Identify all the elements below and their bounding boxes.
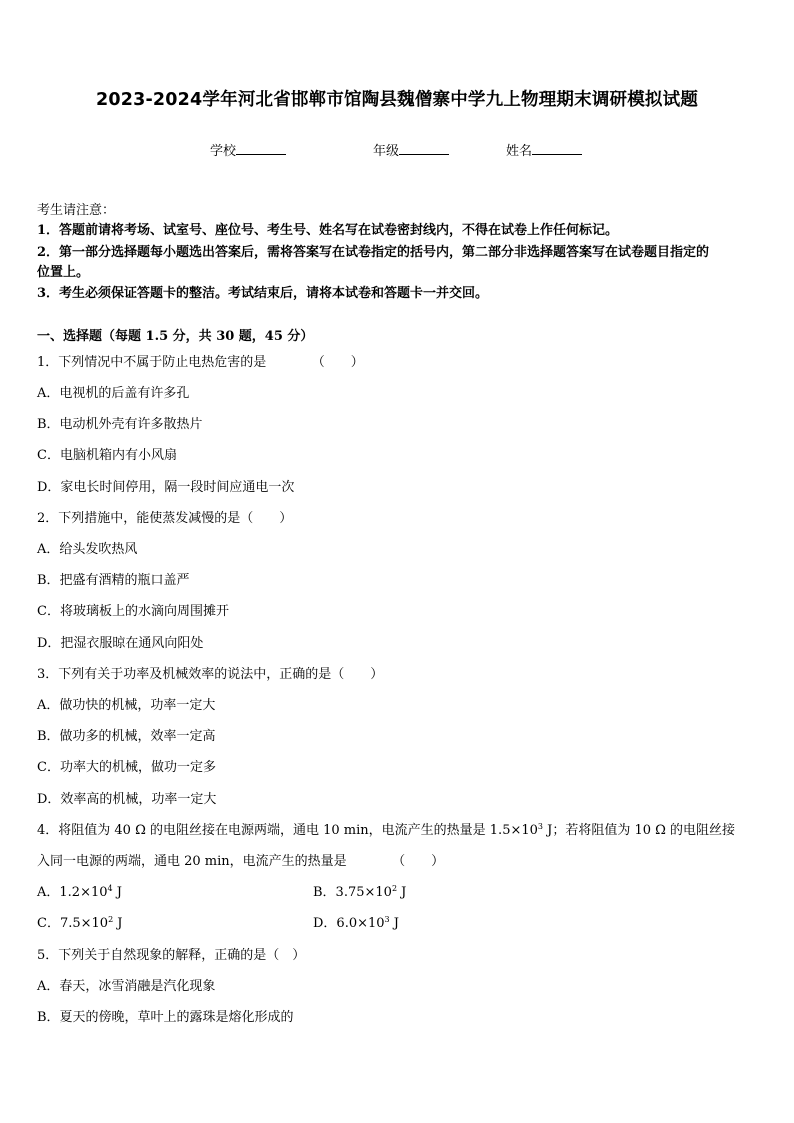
q3-option-a: A．做功快的机械，功率一定大 bbox=[37, 698, 216, 713]
exam-title: 2023-2024学年河北省邯郸市馆陶县魏僧寨中学九上物理期末调研模拟试题 bbox=[95, 90, 699, 110]
q3-option-b: B．做功多的机械，效率一定高 bbox=[37, 729, 216, 744]
q2-option-b: B．把盛有酒精的瓶口盖严 bbox=[37, 573, 190, 588]
section-heading: 一、选择题（每题 1.5 分，共 30 题，45 分） bbox=[37, 329, 314, 344]
q3-stem: 3．下列有关于功率及机械效率的说法中，正确的是（ ） bbox=[37, 667, 384, 682]
q4-b-unit: J bbox=[397, 885, 407, 900]
q4-stem1-tail: J；若将阻值为 10 Ω 的电阻丝接 bbox=[543, 823, 736, 838]
q2-option-a: A．给头发吹热风 bbox=[37, 542, 138, 557]
q4-c-exponent: 2 bbox=[108, 915, 114, 924]
q4-a-text: A．1.2×10 bbox=[37, 885, 108, 900]
q4-option-c bbox=[37, 916, 123, 932]
grade-field bbox=[373, 140, 449, 159]
q4-a-exponent: 4 bbox=[107, 884, 113, 893]
q4-d-exponent: 3 bbox=[384, 915, 390, 924]
q4-stem-line2: 入同一电源的两端，通电 20 min，电流产生的热量是 （ ） bbox=[37, 854, 445, 869]
q3-option-d: D．效率高的机械，功率一定大 bbox=[37, 792, 217, 807]
q4-stem-line1 bbox=[37, 823, 735, 839]
school-label: 学校 bbox=[210, 144, 237, 159]
school-blank bbox=[236, 142, 286, 155]
notice-heading: 考生请注意： bbox=[37, 203, 116, 218]
q5-stem: 5．下列关于自然现象的解释，正确的是（ ） bbox=[37, 948, 306, 963]
grade-label: 年级 bbox=[373, 144, 400, 159]
notice-item-1: 1．答题前请将考场、试室号、座位号、考生号、姓名写在试卷密封线内，不得在试卷上作任何标记。 bbox=[37, 223, 619, 238]
q1-option-b: B．电动机外壳有许多散热片 bbox=[37, 417, 203, 432]
school-field bbox=[210, 140, 286, 159]
q1-option-d: D．家电长时间停用，隔一段时间应通电一次 bbox=[37, 480, 295, 495]
q5-option-a: A．春天，冰雪消融是汽化现象 bbox=[37, 979, 216, 994]
grade-blank bbox=[399, 142, 449, 155]
q3-option-c: C．功率大的机械，做功一定多 bbox=[37, 760, 216, 775]
q4-a-unit: J bbox=[112, 885, 122, 900]
q4-c-unit: J bbox=[113, 916, 123, 931]
q4-option-d bbox=[313, 916, 399, 932]
notice-item-3: 3．考生必须保证答题卡的整洁。考试结束后，请将本试卷和答题卡一并交回。 bbox=[37, 286, 489, 301]
q4-b-text: B．3.75×10 bbox=[313, 885, 392, 900]
q4-d-unit: J bbox=[389, 916, 399, 931]
q4-d-text: D．6.0×10 bbox=[313, 916, 385, 931]
q4-b-exponent: 2 bbox=[391, 884, 398, 893]
notice-item-2-cont: 位置上。 bbox=[37, 265, 90, 280]
q4-stem1-exponent: 3 bbox=[537, 822, 543, 831]
q2-option-c: C．将玻璃板上的水滴向周围摊开 bbox=[37, 604, 229, 619]
name-label: 姓名 bbox=[506, 144, 533, 159]
q1-stem: 1．下列情况中不属于防止电热危害的是 （ ） bbox=[37, 355, 364, 370]
notice-item-2: 2．第一部分选择题每小题选出答案后，需将答案写在试卷指定的括号内，第二部分非选择题答案写在试卷题目指定的 bbox=[37, 245, 710, 260]
q5-option-b: B．夏天的傍晚，草叶上的露珠是熔化形成的 bbox=[37, 1010, 294, 1025]
q1-option-a: A．电视机的后盖有许多孔 bbox=[37, 386, 190, 401]
name-blank bbox=[532, 142, 582, 155]
q1-option-c: C．电脑机箱内有小风扇 bbox=[37, 448, 177, 463]
q2-stem: 2．下列措施中，能使蒸发减慢的是（ ） bbox=[37, 511, 293, 526]
q4-stem1-text: 4．将阻值为 40 Ω 的电阻丝接在电源两端，通电 10 min，电流产生的热量是 1.5×10 bbox=[37, 823, 538, 838]
name-field bbox=[506, 140, 582, 159]
q4-option-a bbox=[37, 885, 122, 901]
q4-option-b bbox=[313, 885, 406, 901]
q4-c-text: C．7.5×10 bbox=[37, 916, 109, 931]
q2-option-d: D．把湿衣服晾在通风向阳处 bbox=[37, 636, 204, 651]
